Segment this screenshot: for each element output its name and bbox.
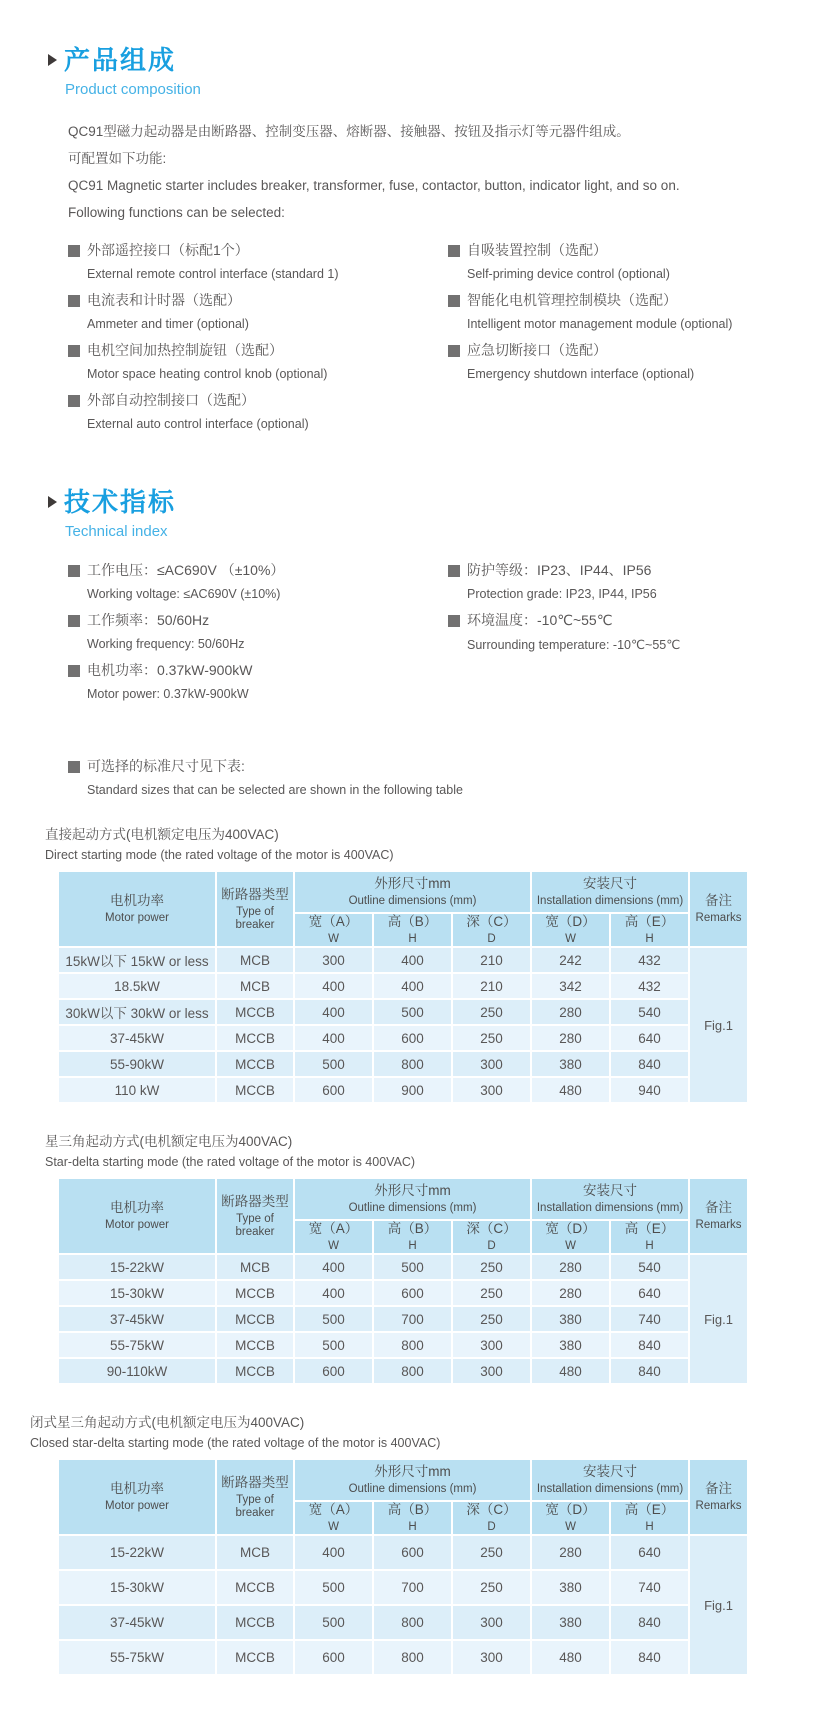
col-header-width-d: 宽（D） W	[531, 1220, 610, 1254]
table-cell: 432	[610, 973, 689, 999]
col-group-installation-dimensions: 安装尺寸 Installation dimensions (mm)	[531, 871, 689, 913]
col-header-motor-power: 电机功率 Motor power	[58, 1459, 216, 1535]
table-cell: 280	[531, 1280, 610, 1306]
table-cell: 242	[531, 947, 610, 973]
col-group-outline-dimensions: 外形尺寸mm Outline dimensions (mm)	[294, 871, 531, 913]
table-cell: 250	[452, 1254, 531, 1280]
feature-item	[68, 340, 448, 381]
table-cell: 250	[452, 1025, 531, 1051]
table-cell: MCCB	[216, 1051, 294, 1077]
col-header-remarks: 备注 Remarks	[689, 871, 748, 947]
table-cell: MCB	[216, 1535, 294, 1570]
table-cell: 280	[531, 1025, 610, 1051]
table-cell: 800	[373, 1605, 452, 1640]
table-cell: 380	[531, 1570, 610, 1605]
table-cell: 800	[373, 1640, 452, 1675]
table-cell: 300	[452, 1605, 531, 1640]
table-cell: 600	[373, 1025, 452, 1051]
col-header-breaker-type: 断路器类型 Type of breaker	[216, 1459, 294, 1535]
feature-en: Emergency shutdown interface (optional)	[467, 367, 695, 381]
dimensions-table-closed-star-delta	[57, 1458, 749, 1676]
table-cell: 30kW以下 30kW or less	[58, 999, 216, 1025]
bullet-square-icon	[68, 395, 80, 407]
table-cell: 540	[610, 999, 689, 1025]
col-header-width-a: 宽（A） W	[294, 913, 373, 947]
spec-en: Working voltage: ≤AC690V (±10%)	[87, 587, 281, 601]
col-group-installation-dimensions: 安装尺寸 Installation dimensions (mm)	[531, 1178, 689, 1220]
table2-caption	[45, 1132, 830, 1172]
table-cell: MCCB	[216, 1570, 294, 1605]
feature-item	[68, 290, 448, 331]
table-cell: 400	[294, 1280, 373, 1306]
table-cell: 280	[531, 1535, 610, 1570]
table-cell: 280	[531, 1254, 610, 1280]
table-cell: 110 kW	[58, 1077, 216, 1103]
intro-line: QC91 Magnetic starter includes breaker, transformer, fuse, contactor, button, indicator light, and so on.	[68, 178, 680, 193]
table-cell: MCCB	[216, 1358, 294, 1384]
table-row	[58, 1077, 748, 1103]
remark-cell: Fig.1	[689, 947, 748, 1103]
table-cell: 700	[373, 1306, 452, 1332]
bullet-square-icon	[68, 295, 80, 307]
table-row	[58, 1254, 748, 1280]
intro-paragraph	[68, 118, 830, 226]
table-cell: 600	[373, 1535, 452, 1570]
col-header-breaker-type: 断路器类型 Type of breaker	[216, 871, 294, 947]
standard-sizes-note	[68, 756, 830, 797]
table-cell: 540	[610, 1254, 689, 1280]
remark-cell: Fig.1	[689, 1254, 748, 1384]
table-cell: MCB	[216, 947, 294, 973]
table-cell: MCCB	[216, 1025, 294, 1051]
table-cell: 500	[373, 1254, 452, 1280]
table-row	[58, 1280, 748, 1306]
bullet-square-icon	[448, 295, 460, 307]
table-row	[58, 999, 748, 1025]
table-row	[58, 1570, 748, 1605]
table-row	[58, 1535, 748, 1570]
feature-en: Self-priming device control (optional)	[467, 267, 670, 281]
table-cell: 250	[452, 999, 531, 1025]
col-header-height-b: 高（B） H	[373, 1501, 452, 1535]
table-row	[58, 947, 748, 973]
col-header-width-a: 宽（A） W	[294, 1220, 373, 1254]
bullet-square-icon	[448, 615, 460, 627]
table-cell: MCCB	[216, 1332, 294, 1358]
table-cell: 480	[531, 1640, 610, 1675]
feature-zh: 电机空间加热控制旋钮（选配）	[87, 342, 283, 358]
table-cell: 840	[610, 1332, 689, 1358]
spec-zh: 电机功率：0.37kW-900kW	[87, 662, 253, 678]
table-cell: MCCB	[216, 1306, 294, 1332]
table-cell: 15-22kW	[58, 1254, 216, 1280]
spec-zh: 防护等级：IP23、IP44、IP56	[467, 562, 652, 578]
table-cell: 400	[373, 973, 452, 999]
feature-zh: 外部遥控接口（标配1个）	[87, 242, 249, 258]
note-en: Standard sizes that can be selected are shown in the following table	[87, 783, 463, 797]
table-cell: 55-75kW	[58, 1640, 216, 1675]
bullet-square-icon	[448, 245, 460, 257]
table-row	[58, 1025, 748, 1051]
table-row	[58, 1306, 748, 1332]
table-cell: 840	[610, 1358, 689, 1384]
table-cell: 90-110kW	[58, 1358, 216, 1384]
spec-en: Working frequency: 50/60Hz	[87, 637, 245, 651]
spec-item	[68, 660, 448, 701]
table-cell: 300	[452, 1332, 531, 1358]
feature-zh: 电流表和计时器（选配）	[87, 292, 241, 308]
table-cell: 740	[610, 1570, 689, 1605]
table-cell: 280	[531, 999, 610, 1025]
col-header-motor-power: 电机功率 Motor power	[58, 1178, 216, 1254]
table-cell: 37-45kW	[58, 1605, 216, 1640]
table-cell: 210	[452, 973, 531, 999]
table-cell: 380	[531, 1306, 610, 1332]
table-row	[58, 1358, 748, 1384]
table-cell: 15-22kW	[58, 1535, 216, 1570]
table-cell: 600	[294, 1640, 373, 1675]
table-cell: 600	[294, 1358, 373, 1384]
col-group-installation-dimensions: 安装尺寸 Installation dimensions (mm)	[531, 1459, 689, 1501]
bullet-square-icon	[68, 245, 80, 257]
col-header-depth-c: 深（C） D	[452, 913, 531, 947]
table-cell: 740	[610, 1306, 689, 1332]
table-cell: 210	[452, 947, 531, 973]
table-cell: 600	[294, 1077, 373, 1103]
feature-item	[68, 390, 448, 431]
section-title-en: Product composition	[65, 81, 201, 98]
spec-item	[448, 560, 818, 601]
col-header-width-a: 宽（A） W	[294, 1501, 373, 1535]
table-cell: MCB	[216, 973, 294, 999]
feature-zh: 自吸装置控制（选配）	[467, 242, 607, 258]
table-row	[58, 1332, 748, 1358]
bullet-square-icon	[68, 345, 80, 357]
table-cell: 37-45kW	[58, 1306, 216, 1332]
spec-en: Protection grade: IP23, IP44, IP56	[467, 587, 657, 601]
table-cell: 15-30kW	[58, 1570, 216, 1605]
feature-en: External auto control interface (optional)	[87, 417, 309, 431]
table-row	[58, 1051, 748, 1077]
note-zh: 可选择的标准尺寸见下表:	[87, 758, 245, 774]
table-cell: 300	[294, 947, 373, 973]
table-cell: 400	[373, 947, 452, 973]
table-cell: 500	[294, 1051, 373, 1077]
table-row	[58, 1640, 748, 1675]
table-cell: 640	[610, 1535, 689, 1570]
table-cell: 380	[531, 1332, 610, 1358]
table-cell: 500	[294, 1570, 373, 1605]
feature-item	[448, 340, 818, 381]
bullet-square-icon	[68, 761, 80, 773]
table-cell: MCCB	[216, 999, 294, 1025]
spec-en: Motor power: 0.37kW-900kW	[87, 687, 249, 701]
table-caption-en: Direct starting mode (the rated voltage of the motor is 400VAC)	[45, 848, 394, 862]
table-cell: MCB	[216, 1254, 294, 1280]
table-row	[58, 1605, 748, 1640]
table-row	[58, 973, 748, 999]
table-caption-en: Star-delta starting mode (the rated voltage of the motor is 400VAC)	[45, 1155, 416, 1169]
table-cell: MCCB	[216, 1280, 294, 1306]
table-cell: 500	[294, 1605, 373, 1640]
section-arrow-icon	[48, 54, 57, 66]
col-header-height-e: 高（E） H	[610, 913, 689, 947]
table-cell: 300	[452, 1358, 531, 1384]
intro-line: 可配置如下功能:	[68, 151, 167, 166]
table-cell: 900	[373, 1077, 452, 1103]
section-title-zh: 技术指标	[64, 487, 177, 517]
table-cell: 300	[452, 1051, 531, 1077]
col-header-height-b: 高（B） H	[373, 1220, 452, 1254]
table-caption-zh: 直接起动方式(电机额定电压为400VAC)	[45, 827, 279, 842]
feature-en: Intelligent motor management module (optional)	[467, 317, 733, 331]
table-caption-en: Closed star-delta starting mode (the rated voltage of the motor is 400VAC)	[30, 1436, 441, 1450]
table-cell: 640	[610, 1025, 689, 1051]
col-header-height-e: 高（E） H	[610, 1501, 689, 1535]
feature-list	[68, 240, 830, 440]
table-cell: MCCB	[216, 1077, 294, 1103]
feature-item	[448, 240, 818, 281]
feature-en: External remote control interface (standard 1)	[87, 267, 339, 281]
table-cell: 840	[610, 1051, 689, 1077]
col-header-motor-power: 电机功率 Motor power	[58, 871, 216, 947]
table-cell: 400	[294, 1254, 373, 1280]
col-header-width-d: 宽（D） W	[531, 913, 610, 947]
table-cell: MCCB	[216, 1605, 294, 1640]
table-cell: 37-45kW	[58, 1025, 216, 1051]
table-cell: 250	[452, 1535, 531, 1570]
section-title-en: Technical index	[65, 523, 168, 540]
section-arrow-icon	[48, 496, 57, 508]
feature-en: Motor space heating control knob (optional)	[87, 367, 328, 381]
col-header-depth-c: 深（C） D	[452, 1501, 531, 1535]
dimensions-table-star-delta	[57, 1177, 749, 1385]
spec-list	[68, 560, 830, 710]
table-cell: 55-75kW	[58, 1332, 216, 1358]
feature-item	[448, 290, 818, 331]
bullet-square-icon	[68, 615, 80, 627]
bullet-square-icon	[68, 665, 80, 677]
spec-zh: 工作电压：≤AC690V （±10%）	[87, 562, 285, 578]
table-cell: 800	[373, 1332, 452, 1358]
table-cell: MCCB	[216, 1640, 294, 1675]
spec-item	[68, 560, 448, 601]
col-header-height-e: 高（E） H	[610, 1220, 689, 1254]
table-cell: 380	[531, 1051, 610, 1077]
col-group-outline-dimensions: 外形尺寸mm Outline dimensions (mm)	[294, 1178, 531, 1220]
remark-cell: Fig.1	[689, 1535, 748, 1675]
feature-zh: 应急切断接口（选配）	[467, 342, 607, 358]
intro-line: Following functions can be selected:	[68, 205, 285, 220]
section-technical-index	[48, 482, 830, 540]
table-cell: 640	[610, 1280, 689, 1306]
table-cell: 250	[452, 1570, 531, 1605]
table-cell: 500	[294, 1306, 373, 1332]
spec-zh: 工作频率：50/60Hz	[87, 612, 210, 628]
table-cell: 500	[373, 999, 452, 1025]
table-cell: 700	[373, 1570, 452, 1605]
table-cell: 480	[531, 1358, 610, 1384]
spec-zh: 环境温度：-10℃~55℃	[467, 612, 613, 628]
col-header-depth-c: 深（C） D	[452, 1220, 531, 1254]
table-cell: 800	[373, 1051, 452, 1077]
col-header-remarks: 备注 Remarks	[689, 1178, 748, 1254]
intro-line: QC91型磁力起动器是由断路器、控制变压器、熔断器、接触器、按钮及指示灯等元器件组成。	[68, 124, 630, 139]
col-header-width-d: 宽（D） W	[531, 1501, 610, 1535]
bullet-square-icon	[448, 345, 460, 357]
table-cell: 342	[531, 973, 610, 999]
spec-item	[68, 610, 448, 651]
feature-zh: 外部自动控制接口（选配）	[87, 392, 255, 408]
col-group-outline-dimensions: 外形尺寸mm Outline dimensions (mm)	[294, 1459, 531, 1501]
table-cell: 300	[452, 1077, 531, 1103]
col-header-breaker-type: 断路器类型 Type of breaker	[216, 1178, 294, 1254]
table-cell: 300	[452, 1640, 531, 1675]
section-product-composition	[48, 40, 830, 98]
table-cell: 250	[452, 1280, 531, 1306]
table-cell: 15kW以下 15kW or less	[58, 947, 216, 973]
table-cell: 18.5kW	[58, 973, 216, 999]
table-cell: 15-30kW	[58, 1280, 216, 1306]
col-header-remarks: 备注 Remarks	[689, 1459, 748, 1535]
table-caption-zh: 星三角起动方式(电机额定电压为400VAC)	[45, 1134, 293, 1149]
table-cell: 500	[294, 1332, 373, 1358]
table1-caption	[45, 825, 830, 865]
table-cell: 800	[373, 1358, 452, 1384]
table-cell: 380	[531, 1605, 610, 1640]
table-cell: 940	[610, 1077, 689, 1103]
table-cell: 840	[610, 1605, 689, 1640]
table-cell: 250	[452, 1306, 531, 1332]
feature-en: Ammeter and timer (optional)	[87, 317, 249, 331]
table-cell: 400	[294, 1535, 373, 1570]
bullet-square-icon	[448, 565, 460, 577]
col-header-height-b: 高（B） H	[373, 913, 452, 947]
bottom-margin	[0, 1676, 830, 1732]
table-cell: 400	[294, 973, 373, 999]
spec-item	[448, 610, 818, 652]
table-cell: 600	[373, 1280, 452, 1306]
feature-zh: 智能化电机管理控制模块（选配）	[467, 292, 677, 308]
feature-item	[68, 240, 448, 281]
table-cell: 55-90kW	[58, 1051, 216, 1077]
table-cell: 480	[531, 1077, 610, 1103]
dimensions-table-direct	[57, 870, 749, 1104]
table-cell: 400	[294, 1025, 373, 1051]
bullet-square-icon	[68, 565, 80, 577]
table-cell: 840	[610, 1640, 689, 1675]
table-caption-zh: 闭式星三角起动方式(电机额定电压为400VAC)	[30, 1415, 305, 1430]
table-cell: 400	[294, 999, 373, 1025]
table3-caption	[30, 1413, 830, 1453]
spec-en: Surrounding temperature: -10℃~55℃	[467, 638, 681, 652]
table-cell: 432	[610, 947, 689, 973]
section-title-zh: 产品组成	[64, 45, 177, 75]
